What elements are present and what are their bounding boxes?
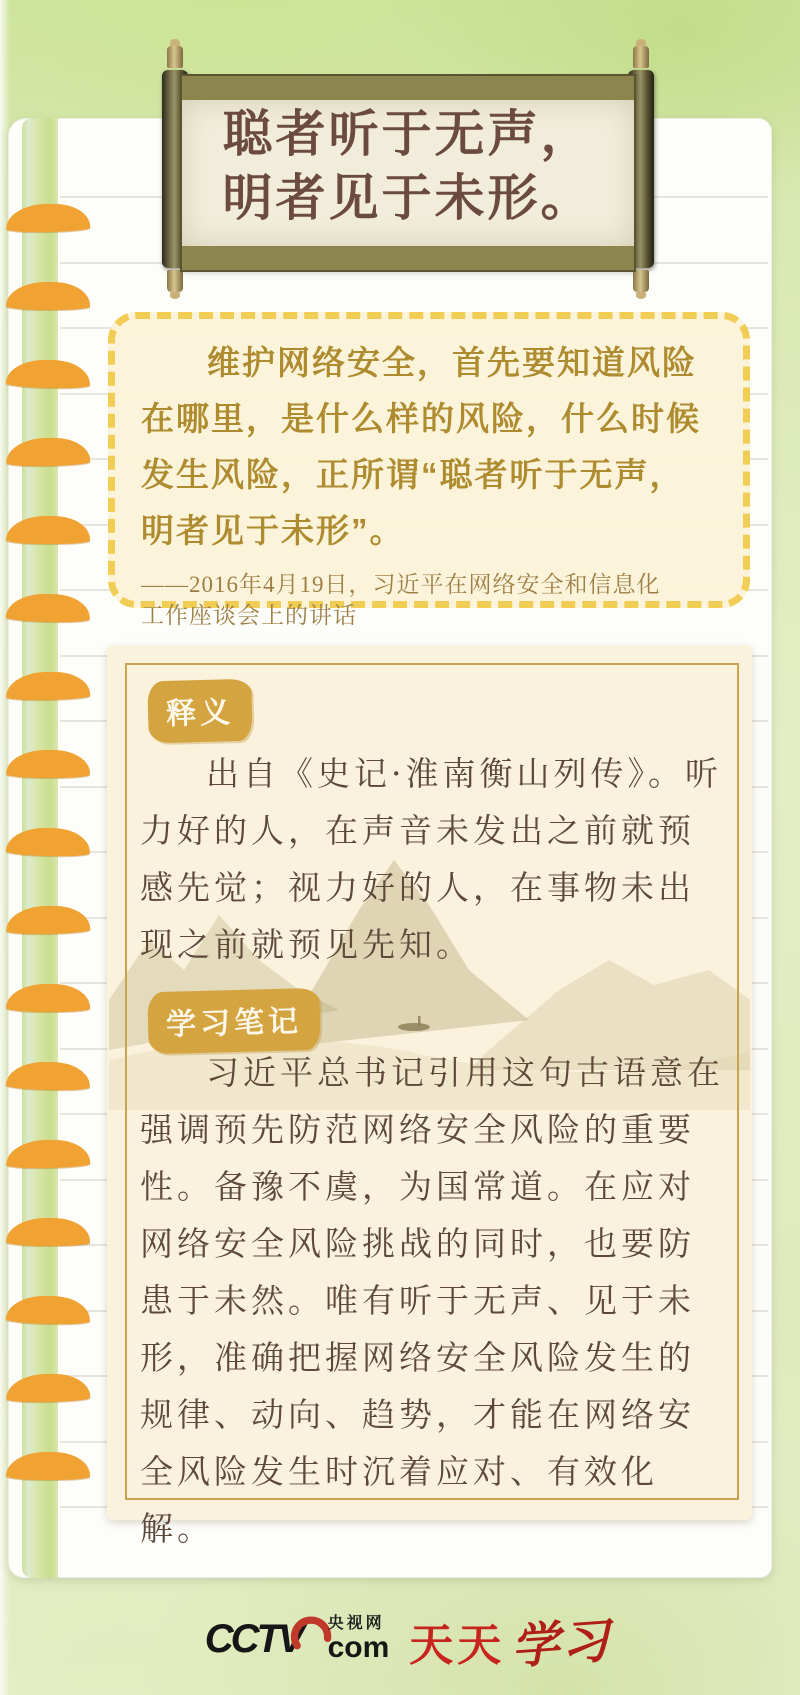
scroll-finial-icon <box>633 270 649 292</box>
quote-text: 维护网络安全，首先要知道风险在哪里，是什么样的风险，什么时候发生风险，正所谓“聪者听于无声，明者见于未形”。 <box>141 344 701 549</box>
daily-study-logo <box>409 1605 614 1675</box>
banner-title-line2: 明者见于未形。 <box>222 170 594 226</box>
banner-title <box>210 102 606 230</box>
study-notes-tag: 学习笔记 <box>147 988 321 1054</box>
cctv-logo <box>205 1616 390 1663</box>
definition-text: 出自《史记·淮南衡山列传》。听力好的人，在声音未发出之前就预感先觉；视力好的人，在事物未出现之前就预见先知。 <box>140 754 722 964</box>
scroll-finial-icon <box>633 46 649 68</box>
cctv-site-block <box>328 1616 390 1663</box>
quote-attribution-line1: ——2016年4月19日，习近平在网络安全和信息化 <box>141 572 661 597</box>
scroll-banner <box>150 44 666 300</box>
cctv-com-label: com <box>327 1630 390 1664</box>
banner-title-line1: 聪者听于无声， <box>222 106 594 162</box>
definition-tag: 释义 <box>147 679 253 744</box>
brand-tiantian: 天天 <box>409 1620 506 1670</box>
quote-attribution-line2: 工作座谈会上的讲话 <box>141 603 357 628</box>
study-notes-text: 习近平总书记引用这句古语意在强调预先防范网络安全风险的重要性。备豫不虞，为国常道。在应对网络安全风险挑战的同时，也要防患于未然。唯有听于无声、见于未形，准确把握网络安全风险发生的规律、动向、趋势，才能在网络安全风险发生时沉着应对、有效化解。 <box>140 1053 724 1548</box>
quote-box <box>108 312 750 628</box>
footer-logos <box>8 1604 800 1674</box>
cctv-wordmark: CCTV <box>204 1616 302 1661</box>
quote-attribution <box>141 569 717 631</box>
cctv-cn-label: 央视网 <box>327 1614 385 1632</box>
brand-xuexi: 学习 <box>509 1612 614 1675</box>
content-card <box>107 645 752 1548</box>
scroll-finial-icon <box>167 270 183 292</box>
scroll-finial-icon <box>167 46 183 68</box>
